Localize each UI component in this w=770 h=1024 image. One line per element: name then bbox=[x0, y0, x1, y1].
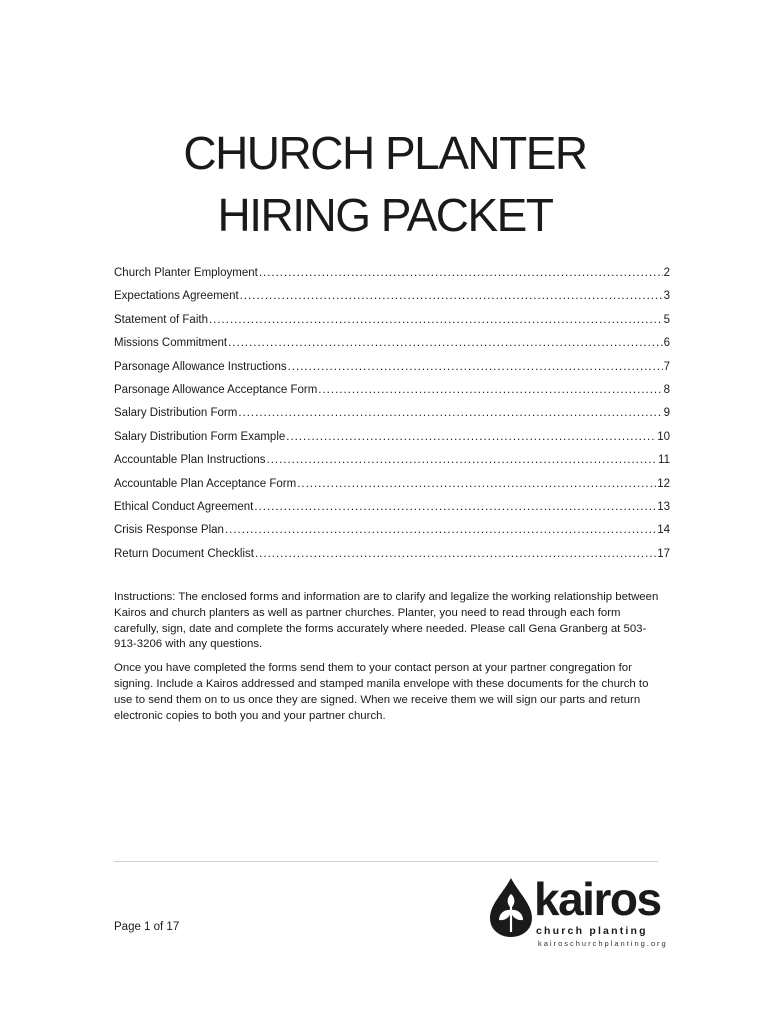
instructions-paragraph: Instructions: The enclosed forms and information are to clarify and legalize the working relationship between Kairos and church planters as well as partner churches. Planter, you need to read through each form carefully, sign, date and complete the forms accurately where needed. Please call Gena Granberg at 503-913-3206 with any questions. bbox=[114, 591, 659, 651]
page-indicator: Page 1 of 17 bbox=[114, 921, 180, 933]
toc-item[interactable] bbox=[114, 288, 670, 311]
toc-item-label: Salary Distribution Form bbox=[114, 407, 238, 420]
toc-leader bbox=[240, 288, 663, 304]
toc-item-page: 13 bbox=[657, 500, 670, 513]
toc-leader bbox=[255, 546, 656, 562]
toc-item-page: 6 bbox=[663, 337, 670, 350]
toc-item-page: 12 bbox=[657, 477, 670, 490]
toc-item-label: Crisis Response Plan bbox=[114, 524, 224, 537]
instructions-paragraph: Once you have completed the forms send them to your contact person at your partner congregation for signing. Include a Kairos addressed and stamped manila envelope with these documents for the church to use to send them on to us once they are signed. When we receive them we will sign our parts and return electronic copies to both you and your partner church. bbox=[114, 662, 649, 722]
toc-item-page: 7 bbox=[663, 360, 670, 373]
toc-item[interactable] bbox=[114, 405, 670, 428]
toc-item-page: 11 bbox=[658, 454, 670, 467]
toc-item[interactable] bbox=[114, 522, 670, 545]
logo-wordmark: kairos bbox=[534, 873, 661, 925]
toc-item-label: Missions Commitment bbox=[114, 337, 228, 350]
instructions-block bbox=[114, 590, 662, 732]
toc-leader bbox=[286, 429, 656, 445]
toc-item[interactable] bbox=[114, 546, 670, 569]
toc-leader bbox=[318, 382, 662, 398]
toc-item-label: Church Planter Employment bbox=[114, 267, 258, 279]
toc-item[interactable] bbox=[114, 359, 670, 382]
title-line-2: HIRING PACKET bbox=[217, 189, 553, 241]
logo-url: kairoschurchplanting.org bbox=[538, 939, 668, 948]
toc-item-page: 17 bbox=[657, 547, 670, 560]
table-of-contents bbox=[114, 265, 670, 569]
kairos-logo bbox=[488, 872, 668, 952]
toc-item[interactable] bbox=[114, 265, 670, 288]
toc-leader bbox=[238, 405, 662, 421]
logo-subtitle: church planting bbox=[536, 925, 648, 937]
toc-item-page: 8 bbox=[663, 383, 670, 396]
toc-item-label: Accountable Plan Instructions bbox=[114, 454, 266, 467]
toc-item-page: 9 bbox=[663, 407, 670, 420]
toc-item-label: Ethical Conduct Agreement bbox=[114, 500, 254, 513]
toc-item-page: 2 bbox=[663, 267, 670, 279]
toc-item-label: Accountable Plan Acceptance Form bbox=[114, 477, 297, 490]
toc-item-label: Expectations Agreement bbox=[114, 290, 239, 303]
toc-item[interactable] bbox=[114, 382, 670, 405]
toc-item-page: 10 bbox=[657, 430, 670, 443]
page-title bbox=[0, 122, 770, 246]
toc-leader bbox=[254, 499, 656, 515]
toc-item-label: Return Document Checklist bbox=[114, 547, 254, 560]
toc-leader bbox=[288, 359, 663, 375]
toc-item[interactable] bbox=[114, 312, 670, 335]
toc-item[interactable] bbox=[114, 476, 670, 499]
drop-leaf-icon bbox=[488, 876, 534, 938]
toc-item[interactable] bbox=[114, 335, 670, 358]
toc-item-label: Statement of Faith bbox=[114, 313, 208, 326]
toc-leader bbox=[228, 335, 662, 351]
toc-item-label: Salary Distribution Form Example bbox=[114, 430, 286, 443]
toc-item-page: 5 bbox=[663, 313, 670, 326]
toc-item-page: 3 bbox=[663, 290, 670, 303]
title-line-1: CHURCH PLANTER bbox=[183, 127, 587, 179]
toc-item-label: Parsonage Allowance Instructions bbox=[114, 360, 287, 373]
toc-leader bbox=[267, 452, 658, 468]
toc-item-page: 14 bbox=[657, 524, 670, 537]
toc-item[interactable] bbox=[114, 499, 670, 522]
toc-leader bbox=[225, 522, 656, 538]
toc-leader bbox=[297, 476, 656, 492]
toc-leader bbox=[209, 312, 663, 328]
footer-divider bbox=[114, 861, 658, 862]
toc-item-label: Parsonage Allowance Acceptance Form bbox=[114, 383, 318, 396]
toc-item[interactable] bbox=[114, 452, 670, 475]
toc-leader bbox=[259, 265, 663, 281]
toc-item[interactable] bbox=[114, 429, 670, 452]
